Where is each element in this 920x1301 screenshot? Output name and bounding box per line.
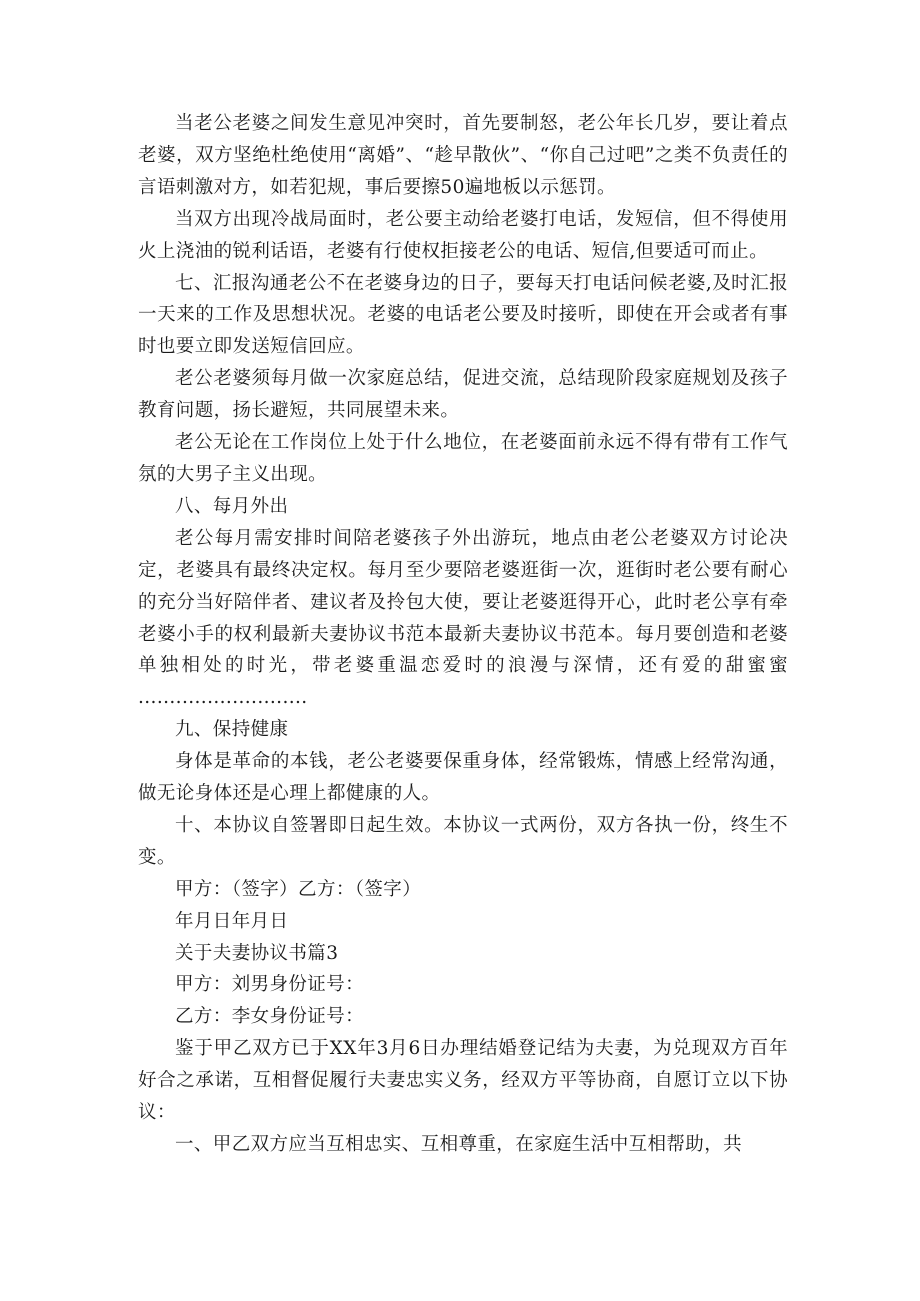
- paragraph-monthly-outing: 老公每月需安排时间陪老婆孩子外出游玩，地点由老公老婆双方讨论决定，老婆具有最终决定权。每月至少要陪老婆逛街一次，逛街时老公要有耐心的充分当好陪伴者、建议者及拎包大使，要让老婆逛得开心，此时老公享有牵老婆小手的权利最新夫妻协议书范本最新夫妻协议书范本。每月要创造和老婆单独相处的时光，带老婆重温恋爱时的浪漫与深情，还有爱的甜蜜蜜 ...........................: [138, 527, 788, 709]
- date-line: 年月日年月日: [175, 910, 289, 932]
- paragraph-no-chauvinism: 老公无论在工作岗位上处于什么地位，在老婆面前永远不得有带有工作气氛的大男子主义出现。: [138, 432, 788, 485]
- party-a-line: 甲方：刘男身份证号：: [175, 974, 365, 996]
- signature-line: 甲方：（签字）乙方：（签字）: [175, 878, 422, 900]
- document-body: [138, 108, 788, 1161]
- paragraph-preamble: 鉴于甲乙双方已于XX年3月6日办理结婚登记结为夫妻，为兑现双方百年好合之承诺，互相督促履行夫妻忠实义务，经双方平等协商，自愿订立以下协议：: [138, 1038, 788, 1124]
- article-title: 关于夫妻协议书篇3: [175, 942, 339, 964]
- paragraph-section-10-effective: 十、本协议自签署即日起生效。本协议一式两份，双方各执一份，终生不变。: [138, 814, 788, 868]
- paragraph-article-1: 一、甲乙双方应当互相忠实、互相尊重，在家庭生活中互相帮助，共: [175, 1134, 743, 1155]
- section-heading-9: 九、保持健康: [175, 719, 289, 741]
- paragraph-monthly-summary: 老公老婆须每月做一次家庭总结，促进交流，总结现阶段家庭规划及孩子教育问题，扬长避短，共同展望未来。: [138, 368, 788, 422]
- paragraph-cold-war-rule: 当双方出现冷战局面时，老公要主动给老婆打电话，发短信，但不得使用火上浇油的锐利话语，老婆有行使权拒接老公的电话、短信,但要适可而止。: [138, 208, 788, 262]
- paragraph-conflict-rule: 当老公老婆之间发生意见冲突时，首先要制怒，老公年长几岁，要让着点老婆，双方坚绝杜绝使用“离婚”、“趁早散伙”、“你自己过吧”之类不负责任的言语刺激对方，如若犯规，事后要擦50遍地板以示惩罚。: [138, 113, 788, 198]
- section-heading-8: 八、每月外出: [175, 495, 289, 517]
- paragraph-section-7-communication: 七、汇报沟通老公不在老婆身边的日子，要每天打电话问候老婆,及时汇报一天来的工作及思想状况。老婆的电话老公要及时接听，即使在开会或者有事时也要立即发送短信回应。: [138, 272, 788, 358]
- party-b-line: 乙方：李女身份证号：: [175, 1006, 365, 1028]
- paragraph-health: 身体是革命的本钱，老公老婆要保重身体，经常锻炼，情感上经常沟通，做无论身体还是心理上都健康的人。: [138, 751, 788, 805]
